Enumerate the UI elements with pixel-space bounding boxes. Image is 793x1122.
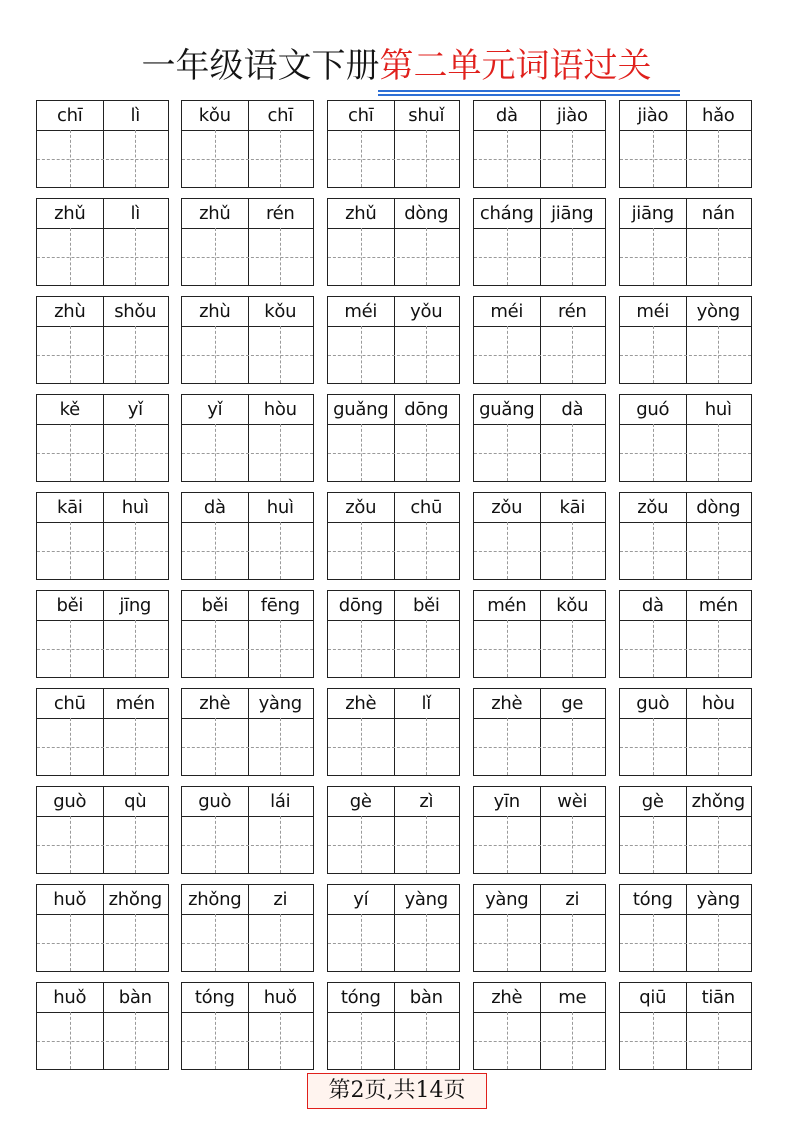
word-box bbox=[327, 590, 460, 678]
guide-horizontal bbox=[474, 1041, 605, 1042]
pinyin-baseline bbox=[182, 522, 313, 523]
pinyin-baseline bbox=[474, 620, 605, 621]
pinyin-second: rén bbox=[265, 203, 295, 224]
pinyin-first: méi bbox=[490, 301, 524, 322]
word-box bbox=[619, 786, 752, 874]
pinyin-second: dòng bbox=[404, 203, 449, 224]
guide-horizontal bbox=[182, 845, 313, 846]
word-box bbox=[36, 198, 169, 286]
pinyin-baseline bbox=[620, 1012, 751, 1013]
pinyin-baseline bbox=[620, 130, 751, 131]
guide-horizontal bbox=[37, 1041, 168, 1042]
word-box bbox=[619, 884, 752, 972]
pinyin-second: yàng bbox=[404, 889, 448, 910]
guide-horizontal bbox=[620, 845, 751, 846]
pinyin-baseline bbox=[328, 130, 459, 131]
pinyin-first: guǎng bbox=[333, 399, 389, 420]
word-box bbox=[36, 492, 169, 580]
pinyin-first: kě bbox=[59, 399, 80, 420]
guide-horizontal bbox=[328, 551, 459, 552]
pinyin-second: huì bbox=[704, 399, 732, 420]
guide-horizontal bbox=[328, 1041, 459, 1042]
word-box bbox=[36, 590, 169, 678]
pinyin-first: dōng bbox=[338, 595, 383, 616]
pinyin-baseline bbox=[328, 424, 459, 425]
pinyin-first: jiāng bbox=[631, 203, 674, 224]
pinyin-second: jīng bbox=[119, 595, 152, 616]
guide-horizontal bbox=[37, 355, 168, 356]
pinyin-first: huǒ bbox=[53, 889, 87, 910]
pinyin-baseline bbox=[474, 424, 605, 425]
word-box bbox=[181, 296, 314, 384]
word-box bbox=[36, 884, 169, 972]
pinyin-baseline bbox=[328, 1012, 459, 1013]
pinyin-second: me bbox=[558, 987, 587, 1008]
pinyin-second: ge bbox=[561, 693, 584, 714]
guide-horizontal bbox=[182, 649, 313, 650]
pinyin-baseline bbox=[37, 816, 168, 817]
pinyin-first: kǒu bbox=[198, 105, 231, 126]
pinyin-first: méi bbox=[344, 301, 378, 322]
pinyin-baseline bbox=[328, 228, 459, 229]
word-box bbox=[327, 982, 460, 1070]
pinyin-second: hǎo bbox=[701, 105, 735, 126]
word-box bbox=[473, 884, 606, 972]
pinyin-second: bàn bbox=[409, 987, 443, 1008]
pinyin-second: shuǐ bbox=[408, 105, 445, 126]
pinyin-baseline bbox=[182, 620, 313, 621]
pinyin-baseline bbox=[620, 326, 751, 327]
word-box bbox=[327, 296, 460, 384]
pinyin-first: zhè bbox=[491, 987, 523, 1008]
word-box bbox=[36, 786, 169, 874]
pinyin-first: mén bbox=[487, 595, 527, 616]
pinyin-baseline bbox=[182, 130, 313, 131]
title-highlight: 第二单元词语过关 bbox=[379, 46, 652, 86]
page-number: 第2页,共14页 bbox=[307, 1073, 487, 1109]
pinyin-second: nán bbox=[701, 203, 735, 224]
word-box bbox=[36, 100, 169, 188]
guide-horizontal bbox=[620, 649, 751, 650]
word-box bbox=[181, 982, 314, 1070]
pinyin-first: chī bbox=[57, 105, 83, 126]
guide-horizontal bbox=[474, 159, 605, 160]
pinyin-baseline bbox=[37, 620, 168, 621]
pinyin-baseline bbox=[328, 326, 459, 327]
pinyin-second: kāi bbox=[559, 497, 586, 518]
guide-horizontal bbox=[182, 1041, 313, 1042]
pinyin-baseline bbox=[620, 620, 751, 621]
pinyin-first: jiào bbox=[637, 105, 669, 126]
guide-horizontal bbox=[328, 257, 459, 258]
pinyin-second: lái bbox=[270, 791, 291, 812]
pinyin-second: zi bbox=[565, 889, 580, 910]
guide-horizontal bbox=[37, 649, 168, 650]
pinyin-second: běi bbox=[412, 595, 440, 616]
pinyin-second: chū bbox=[410, 497, 443, 518]
pinyin-baseline bbox=[474, 326, 605, 327]
word-box bbox=[619, 688, 752, 776]
pinyin-first: dà bbox=[641, 595, 664, 616]
pinyin-first: běi bbox=[201, 595, 229, 616]
pinyin-second: zì bbox=[419, 791, 434, 812]
guide-horizontal bbox=[474, 747, 605, 748]
pinyin-second: chī bbox=[267, 105, 293, 126]
guide-horizontal bbox=[474, 845, 605, 846]
pinyin-first: huǒ bbox=[53, 987, 87, 1008]
pinyin-baseline bbox=[37, 228, 168, 229]
word-box bbox=[36, 982, 169, 1070]
word-box bbox=[36, 394, 169, 482]
pinyin-first: gè bbox=[349, 791, 372, 812]
pinyin-first: yīn bbox=[493, 791, 520, 812]
guide-horizontal bbox=[474, 551, 605, 552]
word-box bbox=[181, 786, 314, 874]
pinyin-baseline bbox=[474, 522, 605, 523]
word-box bbox=[181, 688, 314, 776]
pinyin-second: yǐ bbox=[127, 399, 143, 420]
word-box bbox=[327, 786, 460, 874]
pinyin-first: zǒu bbox=[345, 497, 377, 518]
pinyin-baseline bbox=[620, 914, 751, 915]
guide-horizontal bbox=[182, 551, 313, 552]
guide-horizontal bbox=[620, 453, 751, 454]
word-box bbox=[619, 296, 752, 384]
guide-horizontal bbox=[182, 257, 313, 258]
word-box bbox=[619, 982, 752, 1070]
pinyin-first: zhǔ bbox=[345, 203, 377, 224]
pinyin-second: zi bbox=[273, 889, 288, 910]
pinyin-baseline bbox=[182, 718, 313, 719]
guide-horizontal bbox=[620, 747, 751, 748]
guide-horizontal bbox=[474, 649, 605, 650]
guide-horizontal bbox=[620, 257, 751, 258]
guide-horizontal bbox=[620, 159, 751, 160]
pinyin-baseline bbox=[620, 424, 751, 425]
guide-horizontal bbox=[620, 943, 751, 944]
pinyin-baseline bbox=[37, 326, 168, 327]
pinyin-second: dòng bbox=[696, 497, 741, 518]
guide-horizontal bbox=[37, 551, 168, 552]
pinyin-baseline bbox=[182, 816, 313, 817]
pinyin-first: běi bbox=[56, 595, 84, 616]
word-box bbox=[473, 982, 606, 1070]
pinyin-baseline bbox=[620, 228, 751, 229]
guide-horizontal bbox=[328, 159, 459, 160]
pinyin-second: tiān bbox=[701, 987, 735, 1008]
guide-horizontal bbox=[37, 453, 168, 454]
pinyin-first: gè bbox=[641, 791, 664, 812]
guide-horizontal bbox=[620, 355, 751, 356]
pinyin-second: wèi bbox=[557, 791, 588, 812]
pinyin-baseline bbox=[474, 816, 605, 817]
pinyin-second: bàn bbox=[118, 987, 152, 1008]
word-box bbox=[619, 100, 752, 188]
guide-horizontal bbox=[37, 845, 168, 846]
pinyin-baseline bbox=[37, 1012, 168, 1013]
pinyin-first: chū bbox=[53, 693, 86, 714]
word-box bbox=[181, 394, 314, 482]
pinyin-second: zhǒng bbox=[691, 791, 745, 812]
pinyin-baseline bbox=[182, 1012, 313, 1013]
guide-horizontal bbox=[328, 649, 459, 650]
pinyin-baseline bbox=[37, 522, 168, 523]
word-box bbox=[327, 492, 460, 580]
pinyin-second: kǒu bbox=[264, 301, 297, 322]
word-box bbox=[473, 394, 606, 482]
pinyin-baseline bbox=[182, 914, 313, 915]
word-box bbox=[327, 198, 460, 286]
pinyin-second: mén bbox=[115, 693, 155, 714]
word-box bbox=[181, 884, 314, 972]
pinyin-second: dōng bbox=[404, 399, 449, 420]
guide-horizontal bbox=[328, 845, 459, 846]
pinyin-first: zǒu bbox=[637, 497, 669, 518]
word-box bbox=[473, 100, 606, 188]
pinyin-baseline bbox=[474, 718, 605, 719]
pinyin-second: yàng bbox=[696, 889, 740, 910]
pinyin-first: yǐ bbox=[207, 399, 223, 420]
title-prefix: 一年级语文下册 bbox=[141, 46, 380, 86]
pinyin-first: tóng bbox=[632, 889, 673, 910]
pinyin-first: kāi bbox=[56, 497, 83, 518]
pinyin-baseline bbox=[474, 130, 605, 131]
word-box bbox=[181, 100, 314, 188]
word-box bbox=[619, 492, 752, 580]
guide-horizontal bbox=[474, 355, 605, 356]
pinyin-first: zhǔ bbox=[199, 203, 231, 224]
pinyin-first: zhè bbox=[345, 693, 377, 714]
pinyin-first: zhǔ bbox=[54, 203, 86, 224]
guide-horizontal bbox=[37, 943, 168, 944]
word-box bbox=[181, 198, 314, 286]
pinyin-first: tóng bbox=[340, 987, 381, 1008]
word-box bbox=[619, 394, 752, 482]
pinyin-second: shǒu bbox=[114, 301, 157, 322]
guide-horizontal bbox=[620, 1041, 751, 1042]
guide-horizontal bbox=[37, 159, 168, 160]
word-box bbox=[473, 688, 606, 776]
guide-horizontal bbox=[182, 355, 313, 356]
pinyin-first: guò bbox=[53, 791, 87, 812]
pinyin-second: yòng bbox=[696, 301, 740, 322]
pinyin-first: zhǒng bbox=[188, 889, 242, 910]
pinyin-second: huì bbox=[266, 497, 294, 518]
word-box bbox=[327, 100, 460, 188]
pinyin-baseline bbox=[328, 620, 459, 621]
pinyin-second: fēng bbox=[260, 595, 300, 616]
word-box bbox=[327, 688, 460, 776]
word-box bbox=[327, 884, 460, 972]
guide-horizontal bbox=[620, 551, 751, 552]
pinyin-baseline bbox=[474, 228, 605, 229]
pinyin-first: méi bbox=[636, 301, 670, 322]
guide-horizontal bbox=[474, 257, 605, 258]
guide-horizontal bbox=[37, 747, 168, 748]
pinyin-second: jiào bbox=[556, 105, 588, 126]
pinyin-second: huǒ bbox=[263, 987, 297, 1008]
guide-horizontal bbox=[182, 747, 313, 748]
pinyin-baseline bbox=[182, 424, 313, 425]
pinyin-baseline bbox=[620, 522, 751, 523]
word-box bbox=[473, 296, 606, 384]
pinyin-baseline bbox=[37, 914, 168, 915]
pinyin-second: hòu bbox=[263, 399, 297, 420]
word-box bbox=[327, 394, 460, 482]
guide-horizontal bbox=[328, 355, 459, 356]
pinyin-first: guǎng bbox=[479, 399, 535, 420]
guide-horizontal bbox=[328, 943, 459, 944]
word-box bbox=[181, 492, 314, 580]
word-box bbox=[473, 590, 606, 678]
pinyin-baseline bbox=[328, 914, 459, 915]
pinyin-first: zhè bbox=[199, 693, 231, 714]
pinyin-baseline bbox=[620, 816, 751, 817]
pinyin-second: kǒu bbox=[556, 595, 589, 616]
guide-horizontal bbox=[328, 453, 459, 454]
pinyin-baseline bbox=[474, 914, 605, 915]
pinyin-baseline bbox=[37, 718, 168, 719]
guide-horizontal bbox=[182, 943, 313, 944]
pinyin-first: yí bbox=[353, 889, 369, 910]
pinyin-first: zhè bbox=[491, 693, 523, 714]
pinyin-first: zhù bbox=[199, 301, 231, 322]
pinyin-second: jiāng bbox=[551, 203, 594, 224]
pinyin-second: lì bbox=[130, 105, 140, 126]
guide-horizontal bbox=[182, 453, 313, 454]
pinyin-first: guò bbox=[198, 791, 232, 812]
pinyin-first: dà bbox=[203, 497, 226, 518]
pinyin-baseline bbox=[328, 816, 459, 817]
pinyin-baseline bbox=[474, 1012, 605, 1013]
pinyin-second: huì bbox=[121, 497, 149, 518]
pinyin-baseline bbox=[37, 424, 168, 425]
word-box bbox=[473, 492, 606, 580]
pinyin-first: qiū bbox=[639, 987, 667, 1008]
guide-horizontal bbox=[474, 943, 605, 944]
guide-horizontal bbox=[328, 747, 459, 748]
word-box bbox=[36, 296, 169, 384]
word-box bbox=[36, 688, 169, 776]
pinyin-second: yàng bbox=[258, 693, 302, 714]
pinyin-first: yàng bbox=[485, 889, 529, 910]
pinyin-first: zhù bbox=[54, 301, 86, 322]
pinyin-second: zhǒng bbox=[108, 889, 162, 910]
word-box bbox=[181, 590, 314, 678]
pinyin-second: rén bbox=[557, 301, 587, 322]
pinyin-second: mén bbox=[698, 595, 738, 616]
pinyin-baseline bbox=[328, 718, 459, 719]
pinyin-first: dà bbox=[495, 105, 518, 126]
pinyin-baseline bbox=[37, 130, 168, 131]
pinyin-baseline bbox=[328, 522, 459, 523]
pinyin-second: yǒu bbox=[410, 301, 443, 322]
pinyin-baseline bbox=[182, 228, 313, 229]
word-box bbox=[473, 198, 606, 286]
word-box bbox=[473, 786, 606, 874]
pinyin-second: dà bbox=[561, 399, 584, 420]
pinyin-second: qù bbox=[124, 791, 147, 812]
pinyin-first: cháng bbox=[479, 203, 534, 224]
word-box bbox=[619, 198, 752, 286]
pinyin-baseline bbox=[182, 326, 313, 327]
pinyin-second: hòu bbox=[701, 693, 735, 714]
pinyin-second: lì bbox=[130, 203, 140, 224]
guide-horizontal bbox=[474, 453, 605, 454]
pinyin-first: zǒu bbox=[491, 497, 523, 518]
pinyin-first: chī bbox=[348, 105, 374, 126]
guide-horizontal bbox=[37, 257, 168, 258]
pinyin-first: tóng bbox=[194, 987, 235, 1008]
pinyin-first: guó bbox=[636, 399, 670, 420]
pinyin-second: lǐ bbox=[421, 693, 431, 714]
word-box bbox=[619, 590, 752, 678]
pinyin-first: guò bbox=[636, 693, 670, 714]
pinyin-baseline bbox=[620, 718, 751, 719]
guide-horizontal bbox=[182, 159, 313, 160]
